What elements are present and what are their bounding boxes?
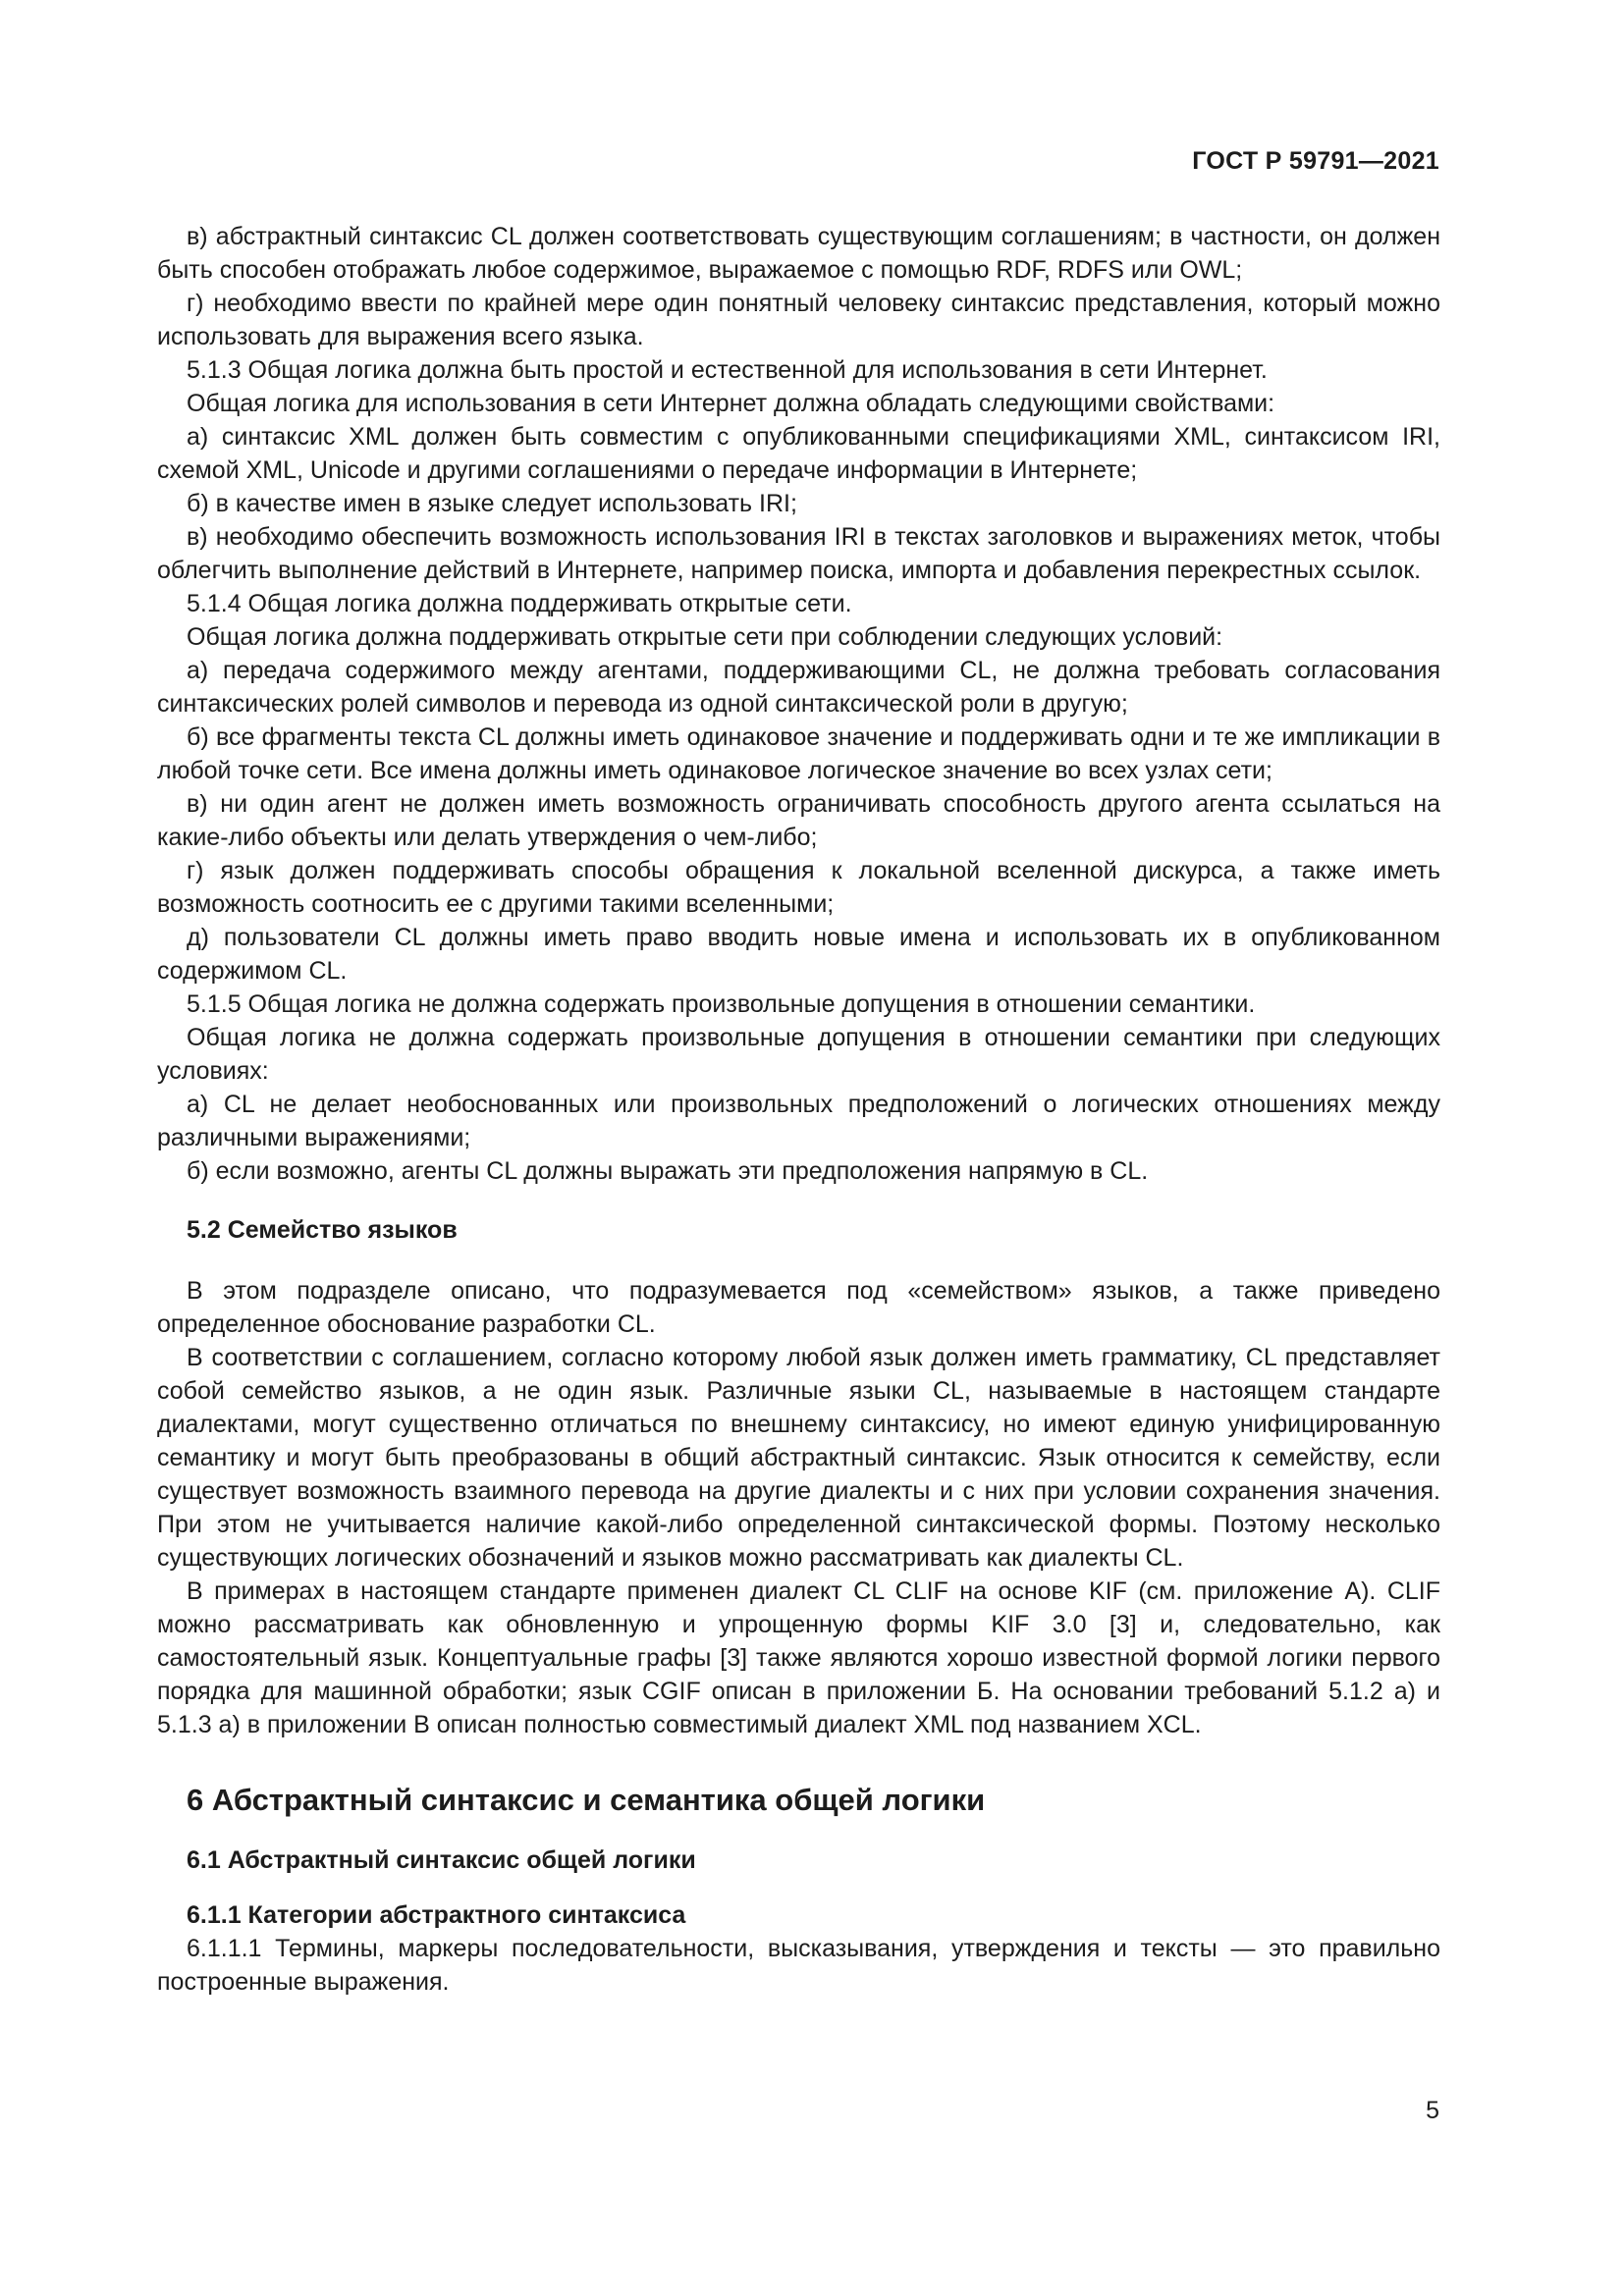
standard-code-header: ГОСТ Р 59791—2021 (1192, 147, 1439, 175)
paragraph: 5.1.4 Общая логика должна поддерживать открытые сети. (187, 590, 852, 617)
paragraph: в) абстрактный синтаксис CL должен соответствовать существующим соглашениям; в частности, он должен быть способен отображать любое содержимое, выражаемое с помощью RDF, RDFS или OWL; (157, 223, 1440, 284)
paragraph: В примерах в настоящем стандарте применен диалект CL CLIF на основе KIF (см. приложение А). CLIF можно рассматривать как обновленную и упрощенную формы KIF 3.0 [3] и, следовательно, как самостоятельный язык. Концептуальные графы [3] также являются хорошо известной формой логики первого порядка для машинной обработки; язык CGIF описан в приложении Б. На основании требований 5.1.2 а) и 5.1.3 а) в приложении В описан полностью совместимый диалект XML под названием XCL. (157, 1577, 1440, 1738)
paragraph: а) синтаксис XML должен быть совместим с опубликованными спецификациями XML, синтаксисом IRI, схемой XML, Unicode и другими соглашениями о передаче информации в Интернете; (157, 423, 1441, 484)
paragraph: а) CL не делает необоснованных или произвольных предположений о логических отношениях между различными выражениями; (157, 1091, 1440, 1151)
subsection-heading-6-1-1: 6.1.1 Категории абстрактного синтаксиса (187, 1901, 686, 1929)
paragraph: г) необходимо ввести по крайней мере один понятный человеку синтаксис представления, который можно использовать для выражения всего языка. (157, 290, 1440, 350)
section-heading-6-1: 6.1 Абстрактный синтаксис общей логики (187, 1846, 696, 1874)
paragraph: в) ни один агент не должен иметь возможность ограничивать способность другого агента ссылаться на какие-либо объекты или делать утверждения о чем-либо; (157, 790, 1440, 851)
paragraph: а) передача содержимого между агентами, поддерживающими CL, не должна требовать согласования синтаксических ролей символов и перевода из одной синтаксической роли в другую; (157, 657, 1440, 718)
paragraph: б) все фрагменты текста CL должны иметь одинаковое значение и поддерживать одни и те же импликации в любой точке сети. Все имена должны иметь одинаковое логическое значение во всех узлах сети; (157, 723, 1440, 784)
paragraph: г) язык должен поддерживать способы обращения к локальной вселенной дискурса, а также иметь возможность соотносить ее с другими такими вселенными; (157, 857, 1440, 918)
paragraph: б) в качестве имен в языке следует использовать IRI; (187, 490, 797, 517)
chapter-heading-6: 6 Абстрактный синтаксис и семантика общей логики (187, 1783, 986, 1817)
paragraph: 5.1.5 Общая логика не должна содержать произвольные допущения в отношении семантики. (187, 990, 1256, 1018)
document-body (157, 220, 1440, 1999)
paragraph: д) пользователи CL должны иметь право вводить новые имена и использовать их в опубликованном содержимом CL. (157, 924, 1440, 985)
paragraph: Общая логика не должна содержать произвольные допущения в отношении семантики при следующих условиях: (157, 1024, 1440, 1085)
paragraph: 5.1.3 Общая логика должна быть простой и естественной для использования в сети Интернет. (187, 356, 1268, 384)
paragraph: 6.1.1.1 Термины, маркеры последовательности, высказывания, утверждения и тексты — это правильно построенные выражения. (157, 1935, 1440, 1996)
paragraph: Общая логика должна поддерживать открытые сети при соблюдении следующих условий: (187, 623, 1223, 651)
section-heading-5-2: 5.2 Семейство языков (187, 1216, 458, 1244)
paragraph: Общая логика для использования в сети Интернет должна обладать следующими свойствами: (187, 390, 1275, 417)
paragraph: В соответствии с соглашением, согласно которому любой язык должен иметь грамматику, CL представляет собой семейство языков, а не один язык. Различные языки CL, называемые в настоящем стандарте диалектами, могут существенно отличаться по внешнему синтаксису, но имеют единую унифицированную семантику и могут быть преобразованы в общий абстрактный синтаксис. Язык относится к семейству, если существует возможность взаимного перевода на другие диалекты и с них при условии сохранения значения. При этом не учитывается наличие какой-либо определенной синтаксической формы. Поэтому несколько существующих логических обозначений и языков можно рассматривать как диалекты CL. (157, 1344, 1440, 1572)
page-number: 5 (1426, 2097, 1439, 2124)
paragraph: б) если возможно, агенты CL должны выражать эти предположения напрямую в CL. (187, 1157, 1149, 1185)
paragraph: В этом подразделе описано, что подразумевается под «семейством» языков, а также приведено определенное обоснование разработки CL. (157, 1277, 1440, 1338)
paragraph: в) необходимо обеспечить возможность использования IRI в текстах заголовков и выражениях меток, чтобы облегчить выполнение действий в Интернете, например поиска, импорта и добавления перекрестных ссылок. (157, 523, 1440, 584)
